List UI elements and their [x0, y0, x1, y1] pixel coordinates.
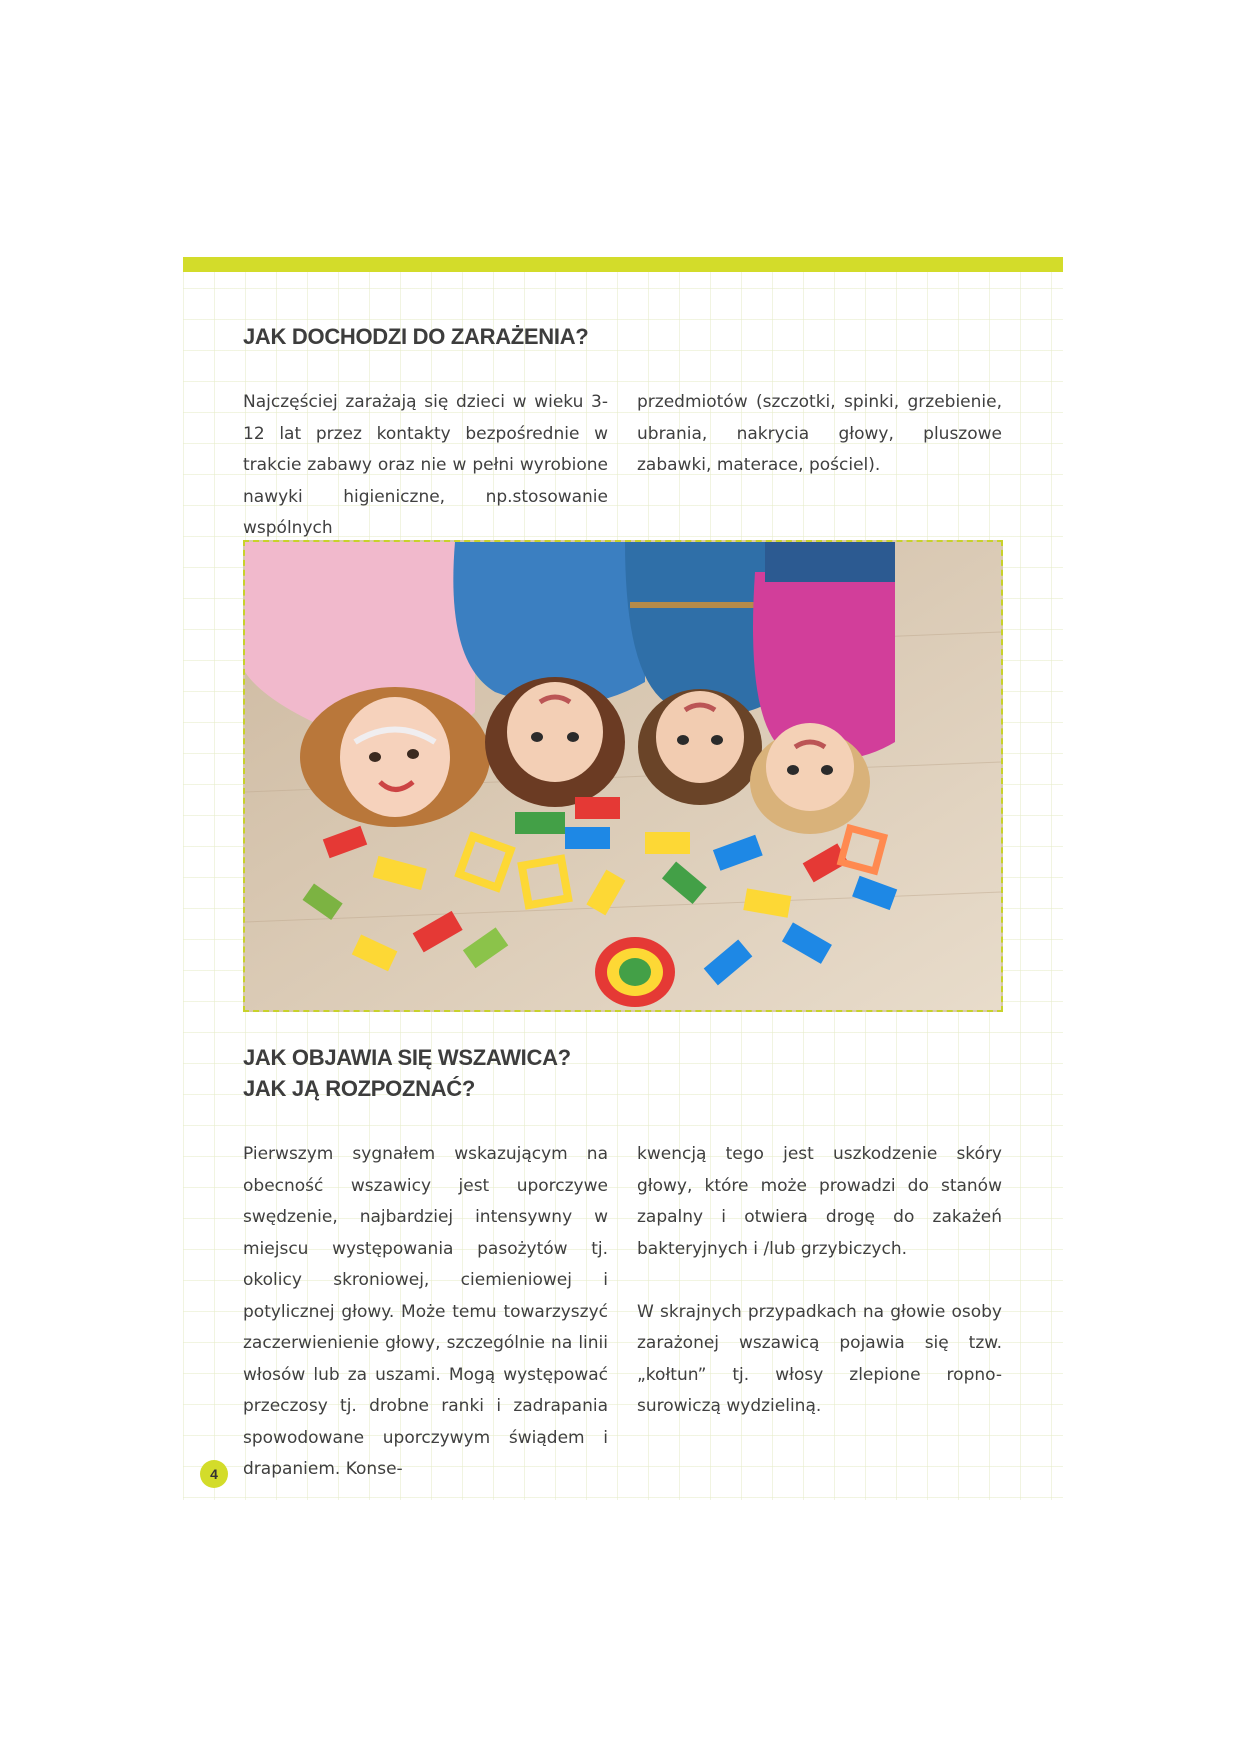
section1-column-left: [243, 387, 608, 545]
section-heading-symptoms-line1: JAK OBJAWIA SIĘ WSZAWICA?: [243, 1045, 571, 1070]
section1-left-text: Najczęściej zarażają się dzieci w wieku 3-12 lat przez kontakty bezpośrednie w trakcie zabawy oraz nie w pełni wyrobione nawyki higieniczne, np.stosowanie wspólnych: [243, 392, 608, 538]
section2-right-text-1: kwencją tego jest uszkodzenie skóry głowy, które może prowadzi do stanów zapalny i otwiera drogę do zakażeń bakteryjnych i /lub grzybiczych.: [637, 1144, 1002, 1259]
section1-column-right: [637, 387, 1002, 482]
section1-right-text: przedmiotów (szczotki, spinki, grzebienie, ubrania, nakrycia głowy, pluszowe zabawki, materace, pościel).: [637, 392, 1002, 475]
section2-left-text: Pierwszym sygnałem wskazującym na obecność wszawicy jest uporczywe swędzenie, najbardziej intensywny w miejscu występowania pasożytów tj. okolicy skroniowej, ciemieniowej i potylicznej głowy. Może temu towarzyszyć zaczerwienienie głowy, szczególnie na linii włosów lub za uszami. Mogą występować przeczosy tj. drobne ranki i zadrapania spowodowane uporczywym świądem i drapaniem. Konse-: [243, 1144, 608, 1479]
section-heading-symptoms-line2: JAK JĄ ROZPOZNAĆ?: [243, 1076, 476, 1101]
section-heading-infection: JAK DOCHODZI DO ZARAŻENIA?: [243, 324, 589, 349]
section2-column-right: [637, 1139, 1002, 1423]
section2-column-left: [243, 1139, 608, 1486]
page-number-badge: 4: [200, 1460, 228, 1488]
section2-right-text-2: W skrajnych przypadkach na głowie osoby zarażonej wszawicą pojawia się tzw. „kołtun” tj. włosy zlepione ropno-surowiczą wydzieliną.: [637, 1301, 1002, 1416]
accent-bar: [183, 257, 1063, 272]
children-playing-photo: [243, 540, 1003, 1012]
